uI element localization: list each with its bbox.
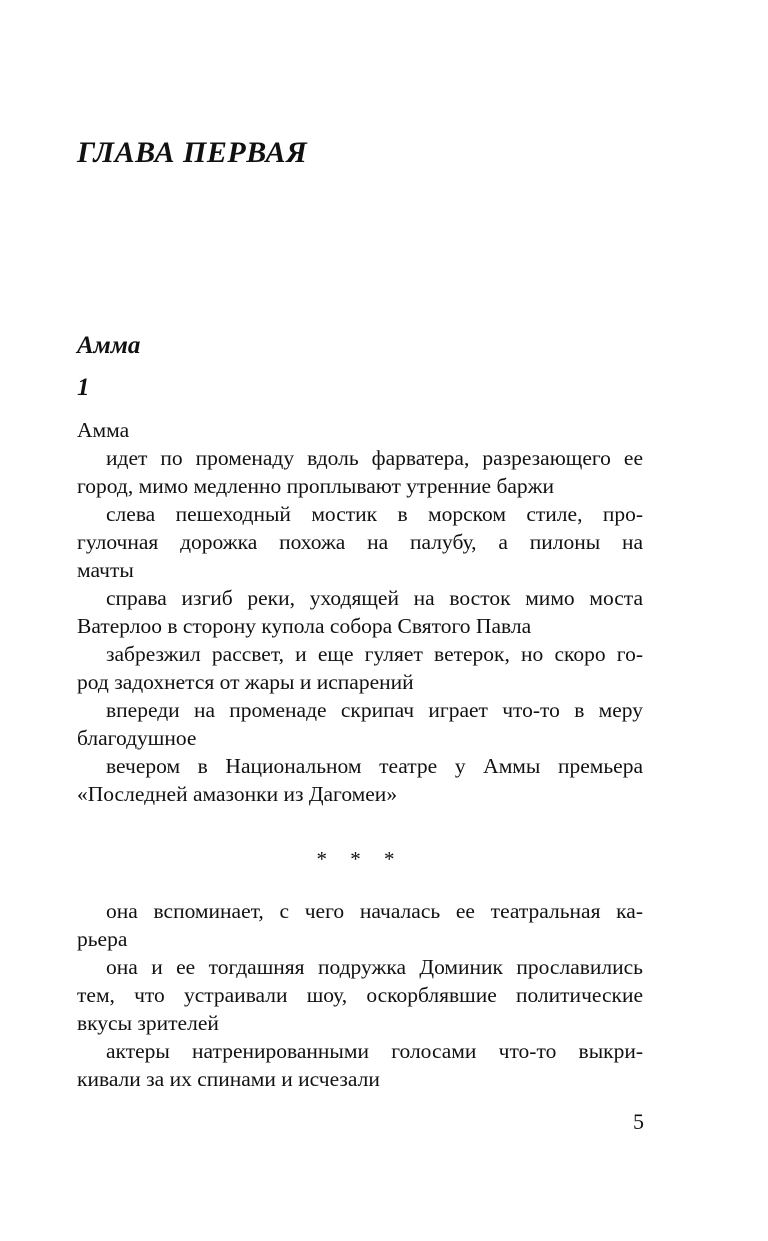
- text-line: род задохнется от жары и испарений: [77, 670, 414, 694]
- text-block-first: [77, 416, 643, 808]
- text-line: она и ее тогдашняя подружка Доминик прославились: [106, 955, 643, 979]
- text-line: забрезжил рассвет, и еще гуляет ветерок, но скоро го-: [106, 642, 643, 666]
- text-line: Амма: [77, 418, 130, 442]
- text-line: мачты: [77, 558, 134, 582]
- text-line: город, мимо медленно проплывают утренние баржи: [77, 474, 555, 498]
- text-line: актеры натренированными голосами что-то выкри-: [106, 1039, 643, 1063]
- text-line: идет по променаду вдоль фарватера, разрезающего ее: [106, 446, 643, 470]
- text-line: слева пешеходный мостик в морском стиле, про-: [106, 502, 643, 526]
- text-line: тем, что устраивали шоу, оскорблявшие политические: [77, 983, 643, 1007]
- text-line: впереди на променаде скрипач играет что-то в меру: [106, 698, 643, 722]
- text-line: кивали за их спинами и исчезали: [77, 1067, 380, 1091]
- text-line: она вспоминает, с чего началась ее театральная ка-: [106, 899, 643, 923]
- text-line: благодушное: [77, 726, 197, 750]
- text-line: «Последней амазонки из Дагомеи»: [77, 782, 398, 806]
- chapter-title: ГЛАВА ПЕРВАЯ: [77, 136, 308, 169]
- section-separator: * * *: [316, 847, 404, 871]
- text-line: справа изгиб реки, уходящей на восток мимо моста: [106, 586, 643, 610]
- text-line: вечером в Национальном театре у Аммы премьера: [106, 754, 643, 778]
- section-number: 1: [77, 374, 90, 401]
- text-line: Ватерлоо в сторону купола собора Святого Павла: [77, 614, 532, 638]
- text-line: рьера: [77, 927, 128, 951]
- text-block-second: [77, 897, 643, 1093]
- page-number: 5: [633, 1109, 644, 1134]
- text-line: гулочная дорожка похожа на палубу, а пилоны на: [77, 530, 643, 554]
- text-line: вкусы зрителей: [77, 1011, 219, 1035]
- section-title: Амма: [77, 332, 141, 359]
